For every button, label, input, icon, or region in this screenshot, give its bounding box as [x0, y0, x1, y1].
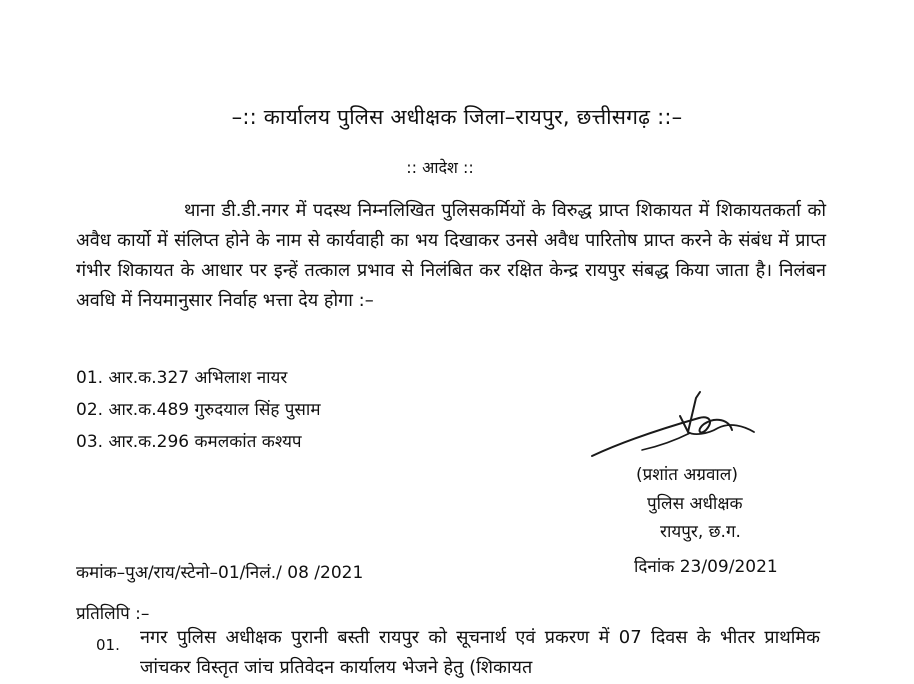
- office-title: –:: कार्यालय पुलिस अधीक्षक जिला–रायपुर, छत्तीसगढ़ ::–: [231, 105, 683, 129]
- copy-item-number: 01.: [96, 636, 120, 654]
- personnel-item-3: 03. आर.क.296 कमलकांत कश्यप: [76, 432, 302, 452]
- personnel-item-2: 02. आर.क.489 गुरुदयाल सिंह पुसाम: [76, 400, 321, 420]
- signatory-name: (प्रशांत अग्रवाल): [636, 465, 738, 485]
- signatory-designation: पुलिस अधीक्षक: [647, 494, 743, 514]
- order-heading: :: आदेश ::: [406, 158, 474, 177]
- personnel-item-1: 01. आर.क.327 अभिलाश नायर: [76, 368, 288, 388]
- handwritten-signature: [584, 386, 784, 466]
- reference-number: कमांक–पुअ/राय/स्टेनो–01/निलं./ 08 /2021: [76, 563, 364, 583]
- signatory-place: रायपुर, छ.ग.: [660, 522, 741, 542]
- copy-label: प्रतिलिपि :–: [76, 604, 150, 624]
- order-body: थाना डी.डी.नगर में पदस्थ निम्नलिखित पुलिसकर्मियों के विरुद्ध प्राप्त शिकायत में शिकायतकर्ता को अवैध कार्यो में संलिप्त होने के नाम से कार्यवाही का भय दिखाकर उनसे अवैध पारितोष प्राप्त करने के संबंध में प्राप्त गंभीर शिकायत के आधार पर इन्हें तत्काल प्रभाव से निलंबित कर रक्षित केन्द्र रायपुर संबद्ध किया जाता है। निलंबन अवधि में नियमानुसार निर्वाह भत्ता देय होगा :–: [76, 200, 826, 311]
- copy-item-text: नगर पुलिस अधीक्षक पुरानी बस्ती रायपुर को सूचनार्थ एवं प्रकरण में 07 दिवस के भीतर प्राथमिक जांचकर विस्तृत जांच प्रतिवेदन कार्यालय भेजने हेतु (शिकायत: [140, 627, 820, 678]
- order-date: दिनांक 23/09/2021: [634, 557, 778, 577]
